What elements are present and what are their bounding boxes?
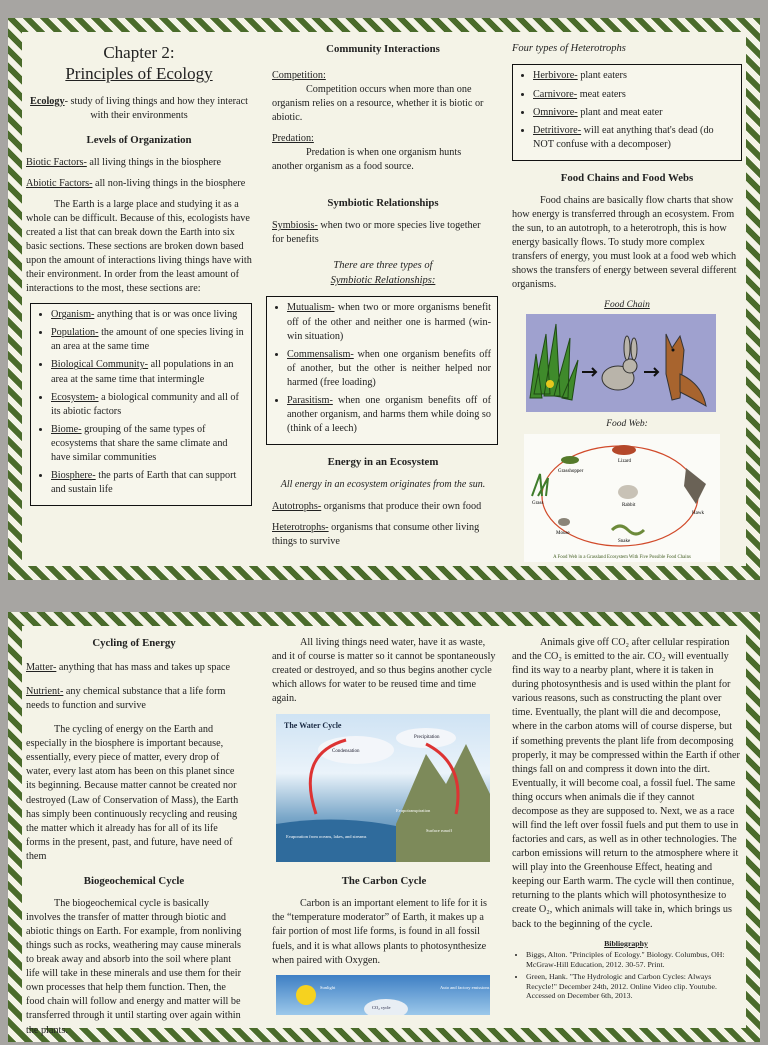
list-item [51, 308, 245, 322]
grass-icon [532, 474, 548, 496]
column-2 [272, 42, 494, 556]
hawk-icon [684, 468, 706, 504]
ecology-def: - study of living things and how they interact with their environments [64, 95, 248, 121]
heterotroph-term: Heterotrophs- [272, 521, 329, 533]
symbiosis-list [271, 301, 491, 436]
list-item: • Green, Hank. "The Hydrologic and Carbon Cycles: Always Recycle!" December 24th, 2012. Online Video clip. Youtube. Accessed on December 6th, 2013. [526, 972, 740, 1001]
page-panel-top [8, 18, 760, 580]
heterotroph-type-def: will eat anything that's dead (do NOT confuse with a decomposer) [533, 124, 714, 150]
page-panel-bottom [8, 612, 760, 1042]
bibliography [512, 939, 740, 1001]
food-chain-caption: Food Chain [604, 300, 650, 311]
web-label-grass: Grass [532, 500, 544, 506]
predation-block [272, 132, 494, 174]
water-cycle-title: The Water Cycle [284, 721, 342, 731]
arrow-icon [582, 368, 596, 376]
cycling-heading: Cycling of Energy [92, 637, 176, 649]
label-precipitation: Precipitation [414, 735, 440, 741]
food-web-subcaption: A Food Web in a Grassland Ecosystem With Five Possible Food Chains [553, 554, 691, 560]
heterotroph-type: Detritivore- [533, 124, 582, 136]
symbiosis-def: when two or more species live together for benefits [272, 220, 481, 246]
level-def: the amount of one species living in an area at the same time [51, 327, 244, 353]
chapter-title [26, 42, 252, 85]
symbiosis-type: Parasitism- [287, 394, 333, 406]
symbiosis-type-def: when one organism benefits off of another organism, and harms them while doing so (think of a leech) [287, 394, 491, 435]
bibliography-heading: Bibliography [604, 938, 648, 948]
abiotic-def: all non-living things in the biosphere [92, 177, 246, 189]
level-term: Organism- [51, 309, 95, 321]
column-2 [272, 636, 496, 1015]
symbiosis-term: Symbiosis- [272, 220, 318, 232]
nutrient-definition [26, 685, 242, 713]
heterotroph-def: organisms that consume other living things to survive [272, 521, 480, 547]
three-types-line2: Symbiotic Relationships: [330, 274, 436, 286]
level-term: Biome- [51, 423, 82, 435]
bibliography-list [512, 950, 740, 1001]
web-label-hawk: Hawk [692, 510, 704, 516]
biotic-definition [26, 156, 252, 170]
predation-term: Predation: [272, 133, 314, 145]
biogeochemical-heading: Biogeochemical Cycle [83, 874, 185, 887]
level-def: a biological community and all of its abiotic factors [51, 391, 239, 417]
column-3 [512, 636, 740, 1003]
heterotroph-type-def: plant eaters [577, 70, 627, 82]
heterotroph-type: Herbivore- [533, 70, 578, 82]
level-def: grouping of the same types of ecosystems that share the same climate and have similar communities [51, 423, 228, 463]
list-item: • Biggs, Alton. "Principles of Ecology." Biology. Columbus, OH: McGraw-Hill Education, 2012. 30-57. Print. [526, 950, 740, 969]
biotic-def: all living things in the biosphere [86, 156, 221, 168]
list-item [287, 301, 491, 343]
label-sunlight: Sunlight [320, 984, 336, 990]
heterotroph-definition [272, 521, 494, 549]
label-emissions: Auto and factory emissions [440, 984, 490, 990]
symbiosis-type-def: when two or more organisms benefit off of the other and neither one is harmed (win-win situation) [287, 302, 491, 342]
carbon-heading: The Carbon Cycle [341, 875, 427, 888]
ecology-term: Ecology [30, 95, 65, 107]
heterotroph-type-def: meat eaters [577, 88, 626, 100]
symbiosis-type-def: when one organism benefits off of another, but the other is neither helped nor harmed (free loading) [287, 348, 491, 388]
web-label-mouse: Mouse [556, 530, 570, 536]
level-def: all populations in an area at the same time that intermingle [51, 359, 234, 385]
energy-italic: All energy in an ecosystem originates from the sun. [280, 479, 486, 491]
food-chain-paragraph: Food chains are basically flow charts that show how energy is transferred through an ecosystem. From the sun, to an autotroph, to a heterotroph, this is how energy basically flows. To study more complex transfers of energy, you must look at a food web which shows the transfers of energy between several different organisms. [512, 194, 737, 291]
water-cycle-image [276, 714, 490, 862]
list-item [51, 326, 245, 354]
rabbit-icon [618, 485, 638, 499]
symbiosis-definition [272, 219, 494, 247]
autotroph-def: organisms that produce their own food [321, 500, 482, 512]
list-item [287, 394, 491, 436]
water-cycle-diagram [276, 714, 490, 862]
matter-def: anything that has mass and takes up space [56, 661, 231, 673]
grasshopper-icon [561, 456, 579, 464]
competition-def: Competition occurs when more than one organism relies on a resource, whether it is biotic or abiotic. [272, 83, 484, 124]
matter-term: Matter- [26, 661, 57, 673]
levels-heading: Levels of Organization [86, 133, 192, 146]
list-item [533, 88, 735, 102]
levels-list [35, 308, 245, 497]
symbiosis-type: Commensalism- [287, 348, 354, 360]
abiotic-term: Abiotic Factors- [26, 177, 93, 189]
predation-def: Predation is when one organism hunts another organism as a food source. [272, 147, 462, 173]
energy-heading: Energy in an Ecosystem [327, 456, 439, 469]
ecology-definition [26, 95, 252, 123]
lizard-icon [612, 445, 636, 455]
symbiosis-type: Mutualism- [287, 302, 335, 314]
autotroph-term: Autotrophs- [272, 500, 322, 512]
community-heading: Community Interactions [326, 43, 440, 55]
label-condensation: Condensation [332, 749, 360, 755]
heterotroph-types-heading: Four types of Heterotrophs [512, 43, 626, 54]
heterotroph-list [517, 69, 735, 151]
three-types-heading [272, 259, 494, 288]
symbiotic-heading: Symbiotic Relationships [327, 197, 439, 210]
mouse-icon [558, 518, 570, 526]
level-term: Biosphere- [51, 470, 96, 482]
competition-term: Competition: [272, 69, 326, 81]
list-item [533, 106, 735, 120]
food-web-illustration [524, 434, 720, 562]
food-web-image [524, 434, 720, 562]
web-label-rabbit: Rabbit [622, 502, 636, 508]
biogeochemical-paragraph: The biogeochemical cycle is basically involves the transfer of matter through biotic and abiotic things on Earth. For example, from nonliving things such as rocks, weathering may cause minerals to break away and absorb into the soil where plant life will take in these minerals and use them for their own processes that help them function. Then, the food chain will follow and energy and matter will be transferred through it until starting over again within the plants. [26, 897, 242, 1036]
column-3 [512, 42, 742, 562]
label-evaporation: Evaporation from oceans, lakes, and streams [286, 834, 367, 840]
list-item [533, 69, 735, 83]
levels-list-box [30, 303, 252, 506]
competition-block [272, 69, 494, 125]
level-term: Population- [51, 327, 99, 339]
water-paragraph: All living things need water, have it as waste, and it of course is matter so it cannot be spontaneously created or destroyed, and so thus begins another cycle which allows for water to be reused time and time again. [272, 637, 496, 705]
heterotroph-list-box [512, 64, 742, 160]
list-item [51, 469, 245, 497]
rabbit-icon [602, 336, 637, 390]
autotroph-definition [272, 500, 494, 514]
list-item [287, 348, 491, 390]
level-def: the parts of Earth that can support and sustain life [51, 470, 237, 496]
label-co2-cycle: CO₂ cycle [372, 1004, 391, 1010]
list-item [51, 391, 245, 419]
column-1 [26, 636, 242, 1045]
label-evapotranspiration: Evapotranspiration [396, 808, 431, 814]
grass-icon [530, 324, 578, 400]
heterotroph-type: Omnivore- [533, 106, 578, 118]
label-surface-runoff: Surface runoff [426, 828, 453, 834]
carbon-paragraph: Carbon is an important element to life for it is the “temperature moderator” of Earth, it makes up a fair portion of most life forms, is found in all fossil fuels, and it is what allows plants to photosynthesize when paired with Oxygen. [272, 898, 488, 966]
heterotroph-type: Carnivore- [533, 88, 578, 100]
chapter-name: Principles of Ecology [65, 64, 213, 84]
arrow-icon [644, 368, 658, 376]
list-item [51, 423, 245, 465]
snake-icon [612, 526, 644, 534]
levels-paragraph: The Earth is a large place and studying it as a whole can be difficult. Because of this, ecologists have created a list that can break down the Earth into six basic sections. These sections are broken down based upon the amount of interactions living things have with their environment. In order from the least amount of interactions to the most, these sections are: [26, 198, 252, 295]
chapter-number: Chapter 2: [103, 43, 175, 62]
nutrient-def: any chemical substance that a life form needs to function and survive [26, 685, 226, 712]
web-label-snake: Snake [618, 538, 631, 544]
carbon-cycle-diagram [276, 975, 490, 1015]
fox-icon [666, 334, 706, 406]
level-term: Ecosystem- [51, 391, 99, 403]
sun-icon [296, 985, 316, 1005]
food-chain-heading: Food Chains and Food Webs [560, 171, 694, 184]
list-item [51, 358, 245, 386]
web-label-grasshopper: Grasshopper [558, 468, 584, 474]
list-item [533, 124, 735, 152]
carbon-cycle-paragraph: Animals give off CO₂ after cellular respiration and the CO₂ is emitted to the air. CO₂ will eventually find its way to a nearby plant, where it is taken in during photosynthesis and is used within the plant for various reasons, such as constructing the plant over time. Eventually, the plant will die and decompose, where in the carbon atoms will of course disperse, but if something prevents the plant life from decomposing properly, it may be compressed within the Earth if other things fall on and compress it down into the dirt. Eventually, it will become coal, a fossil fuel. The same thing occurs when animals die if they cannot decompose as they are supposed to. Next, we as a race will find the left over fossil fuels and put them to use in factories and cars, as well as in other technologies. The carbon emissions will return to the atmosphere where it will play into the Greenhouse Effect, heating and keeping our Earth warm. The cycle will then continue, returning to the plants which will photosynthesize to create O₂, which animals will take in, which brings us back to the beginning of the cycle. [512, 637, 740, 930]
web-label-lizard: Lizard [618, 458, 632, 464]
level-term: Biological Community- [51, 359, 149, 371]
biotic-term: Biotic Factors- [26, 156, 87, 168]
level-def: anything that is or was once living [94, 309, 238, 321]
food-chain-image [526, 314, 716, 412]
food-chain-illustration [526, 314, 716, 412]
matter-definition [26, 661, 242, 675]
heterotroph-type-def: plant and meat eater [577, 106, 663, 118]
food-web-caption: Food Web: [606, 419, 648, 430]
column-1 [26, 42, 252, 516]
abiotic-definition [26, 177, 252, 191]
three-types-line1: There are three types of [333, 260, 433, 272]
symbiosis-list-box [266, 296, 498, 445]
carbon-cycle-image [276, 975, 490, 1015]
cycling-paragraph: The cycling of energy on the Earth and especially in the biosphere is important because, essentially, every piece of matter, every drop of water, every last atom has been on this planet since its beginning. Because matter cannot be created nor destroyed (Law of Conservation of Mass), the Earth has simply been continuously recycling and reusing the matter which it already has for all of its life forms in the present, past, and future, have need of them [26, 724, 239, 862]
nutrient-term: Nutrient- [26, 685, 64, 697]
